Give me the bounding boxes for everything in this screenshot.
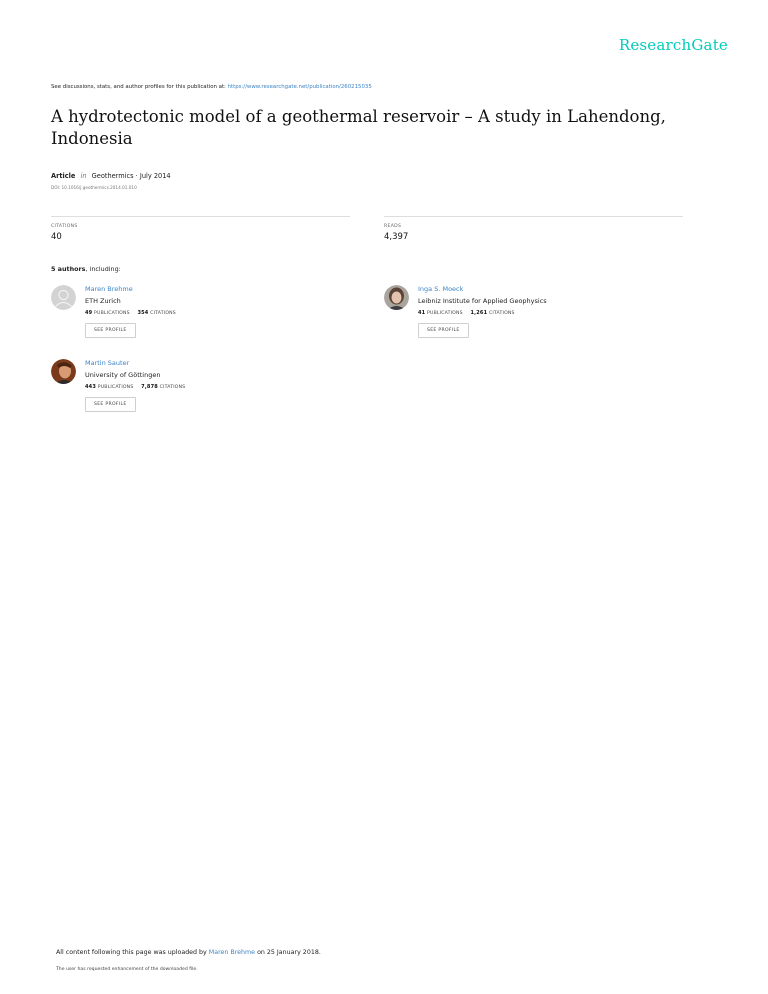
publications-label: PUBLICATIONS xyxy=(97,385,134,390)
citations-value: 40 xyxy=(51,232,62,242)
uploader-link[interactable]: Maren Brehme xyxy=(208,949,256,956)
publication-meta xyxy=(51,172,171,180)
citations-label: CITATIONS xyxy=(488,311,515,316)
author-institution: ETH Zurich xyxy=(85,297,121,305)
reads-stat xyxy=(384,224,408,242)
citations-count: 1,261 xyxy=(470,310,488,316)
journal-date: Geothermics · July 2014 xyxy=(91,172,171,180)
author-card-martin-sauter xyxy=(51,359,351,429)
publication-url-link[interactable]: https://www.researchgate.net/publication/260215035 xyxy=(227,84,372,90)
reads-divider xyxy=(384,216,683,217)
upload-prefix: All content following this page was uploaded by xyxy=(56,949,207,956)
author-stats xyxy=(85,384,185,390)
publications-count: 443 xyxy=(85,384,97,390)
author-stats xyxy=(418,310,547,316)
citations-divider xyxy=(51,216,350,217)
discussion-prefix: See discussions, stats, and author profiles for this publication at: xyxy=(51,84,226,90)
author-info xyxy=(85,285,176,338)
photo-avatar[interactable] xyxy=(51,359,76,384)
author-card-maren-brehme xyxy=(51,285,351,355)
publications-count: 49 xyxy=(85,310,93,316)
researchgate-logo[interactable]: ResearchGate xyxy=(618,36,728,54)
citations-count: 7,878 xyxy=(141,384,158,390)
reads-value: 4,397 xyxy=(384,232,409,242)
authors-suffix: , including: xyxy=(85,265,121,273)
in-label: in xyxy=(80,172,87,180)
photo-avatar[interactable] xyxy=(384,285,409,310)
see-profile-button[interactable]: SEE PROFILE xyxy=(85,397,136,412)
discussion-line xyxy=(51,84,372,90)
author-name-link[interactable]: Martin Sauter xyxy=(85,359,130,367)
default-avatar-icon[interactable] xyxy=(51,285,76,310)
authors-count: 5 authors xyxy=(51,265,86,273)
publications-label: PUBLICATIONS xyxy=(94,311,130,316)
doi-text: DOI: 10.1016/j.geothermics.2014.01.010 xyxy=(51,185,137,190)
citations-label: CITATIONS xyxy=(51,224,78,229)
author-info xyxy=(418,285,547,338)
reads-label: READS xyxy=(384,224,402,229)
publications-label: PUBLICATIONS xyxy=(427,311,463,316)
enhancement-note: The user has requested enhancement of the downloaded file. xyxy=(56,967,198,972)
upload-info xyxy=(56,949,321,956)
citations-label: CITATIONS xyxy=(150,311,176,316)
see-profile-button[interactable]: SEE PROFILE xyxy=(418,323,469,338)
author-name-link[interactable]: Maren Brehme xyxy=(85,285,133,293)
publications-count: 41 xyxy=(418,310,426,316)
authors-heading xyxy=(51,265,121,273)
citations-count: 354 xyxy=(137,310,149,316)
author-info xyxy=(85,359,185,412)
author-stats xyxy=(85,310,176,316)
citations-stat xyxy=(51,224,78,242)
publication-type: Article xyxy=(51,172,76,180)
author-institution: Leibniz Institute for Applied Geophysics xyxy=(418,297,547,305)
citations-label: CITATIONS xyxy=(159,385,186,390)
author-name-link[interactable]: Inga S. Moeck xyxy=(418,285,464,293)
upload-suffix: on 25 January 2018. xyxy=(257,949,321,956)
publication-title: A hydrotectonic model of a geothermal reservoir – A study in Lahendong, Indonesia xyxy=(51,107,666,148)
see-profile-button[interactable]: SEE PROFILE xyxy=(85,323,136,338)
author-card-inga-moeck xyxy=(384,285,684,355)
author-institution: University of Göttingen xyxy=(85,371,161,379)
